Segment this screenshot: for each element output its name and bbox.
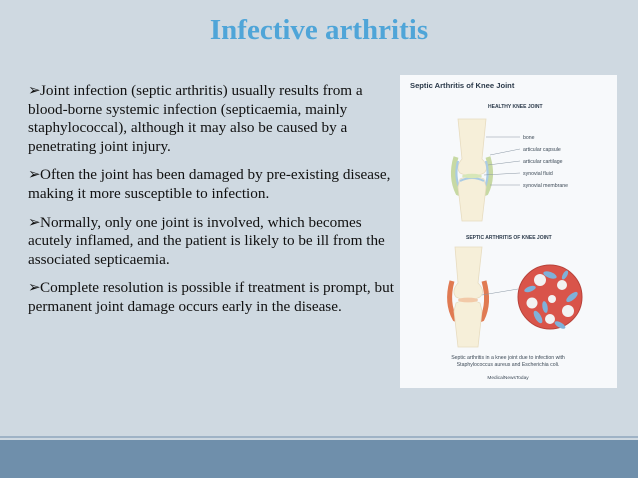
bacteria-magnification: [518, 265, 582, 330]
bullet-text: Joint infection (septic arthritis) usually results from a blood-borne systemic infection (septicaemia, mainly staphylococcal), although it may also be caused by a penetrating joint injury.: [28, 82, 363, 155]
healthy-knee-graphic: [453, 119, 490, 221]
bullet-item: [24, 279, 394, 316]
arrow-bullet-icon: ➢: [28, 279, 41, 297]
septic-knee-graphic: [450, 247, 518, 347]
footer-divider: [0, 436, 638, 438]
bullet-item: [24, 166, 394, 203]
label-bone: bone: [523, 135, 535, 141]
label-articular-capsule: articular capsule: [523, 147, 561, 153]
healthy-joint-heading: HEALTHY KNEE JOINT: [488, 104, 543, 110]
figure-caption-line-1: Septic arthritis in a knee joint due to infection with: [451, 355, 565, 361]
arrow-bullet-icon: ➢: [28, 82, 41, 99]
label-synovial-membrane: synovial membrane: [523, 183, 568, 189]
bullet-item: [24, 214, 394, 270]
bullet-text: Often the joint has been damaged by pre-existing disease, making it more susceptible to infection.: [28, 166, 391, 202]
bullet-text: Complete resolution is possible if treatment is prompt, but permanent joint damage occurs early in the disease.: [28, 279, 394, 315]
slide-title: Infective arthritis: [209, 14, 429, 46]
arrow-bullet-icon: ➢: [28, 166, 41, 184]
bullet-list: [24, 82, 394, 327]
label-articular-cartilage: articular cartilage: [523, 159, 563, 165]
knee-joint-illustration: [400, 75, 617, 388]
arrow-bullet-icon: ➢: [28, 213, 41, 231]
bullet-item: [24, 82, 394, 156]
figure-title: Septic Arthritis of Knee Joint: [410, 81, 515, 90]
septic-joint-heading: SEPTIC ARTHRITIS OF KNEE JOINT: [466, 235, 552, 241]
figure-caption-line-2: Staphylococcus aureus and Escherichia coli.: [456, 362, 560, 368]
bullet-text: Normally, only one joint is involved, which becomes acutely inflamed, and the patient is likely to be ill from the associated septicaemia.: [28, 213, 385, 268]
footer-bar: [0, 440, 638, 478]
figure-credit: MedicalNewsToday: [487, 376, 529, 381]
label-synovial-fluid: synovial fluid: [523, 171, 553, 177]
